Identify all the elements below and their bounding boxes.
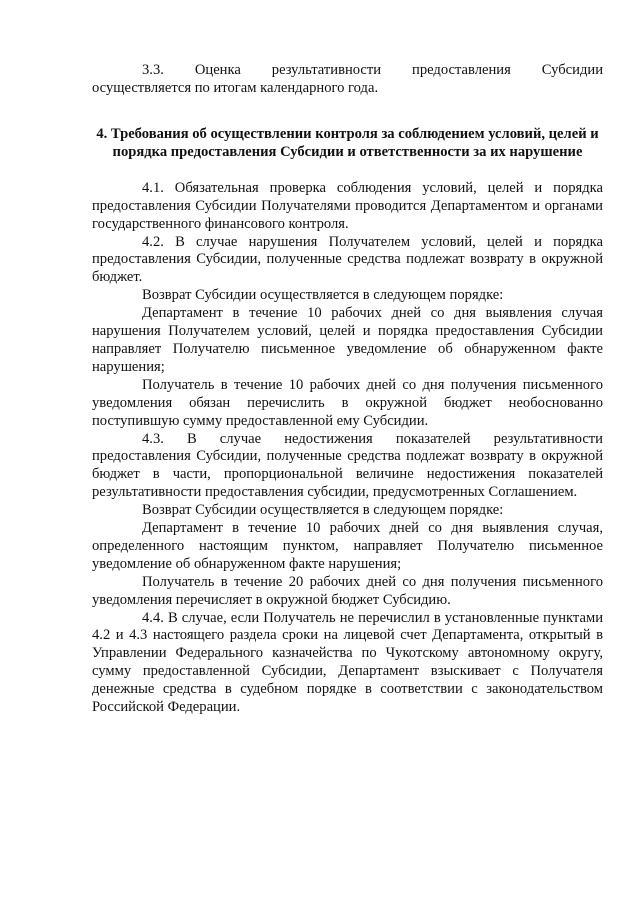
paragraph-4-3-return-order: Возврат Субсидии осуществляется в следующем порядке: [142,502,504,519]
paragraph-4-3: 4.3. В случае недостижения показателей результативности предоставления Субсидии, полученные средства подлежат возврату в окружной бюджет в части, пропорциональной величине недостижения показателей результативности предоставления субсидии, предусмотренных Соглашением. [92,430,603,501]
paragraph-4-2: 4.2. В случае нарушения Получателем условий, целей и порядка предоставления Субсидии, полученные средства подлежат возврату в окружной бюджет. [92,233,603,286]
paragraph-4-4: 4.4. В случае, если Получатель не перечислил в установленные пунктами 4.2 и 4.3 настоящего раздела сроки на лицевой счет Департамента, открытый в Управлении Федерального казначейства по Чукотскому автономному округу, сумму предоставленной Субсидии, Департамент взыскивает с Получателя денежные средства в судебном порядке в соответствии с законодательством Российской Федерации. [92,609,603,716]
section-4-heading: 4. Требования об осуществлении контроля за соблюдением условий, целей и порядка предоставления Субсидии и ответственности за их нарушение [96,125,599,160]
paragraph-4-2-return-order: Возврат Субсидии осуществляется в следующем порядке: [142,287,504,304]
paragraph-3-3: 3.3. Оценка результативности предоставления Субсидии осуществляется по итогам календарного года. [92,62,607,96]
paragraph-4-2-department-notice: Департамент в течение 10 рабочих дней со дня выявления случая нарушения Получателем условий, целей и порядка предоставления Субсидии направляет Получателю письменное уведомление об обнаруженном факте нарушения; [92,305,603,375]
paragraph-4-2-recipient-refund: Получатель в течение 10 рабочих дней со дня получения письменного уведомления обязан перечислить в окружной бюджет необоснованно поступившую сумму предоставленной ему Субсидии. [92,376,603,429]
paragraph-4-3-recipient-refund: Получатель в течение 20 рабочих дней со дня получения письменного уведомления перечисляет в окружной бюджет Субсидию. [92,573,603,608]
document-page [92,62,607,717]
paragraph-4-1: 4.1. Обязательная проверка соблюдения условий, целей и порядка предоставления Субсидии Получателями проводится Департаментом и органами государственного финансового контроля. [92,179,603,232]
paragraph-4-3-department-notice: Департамент в течение 10 рабочих дней со дня выявления случая, определенного настоящим пунктом, направляет Получателю письменное уведомление об обнаруженном факте нарушения; [92,520,603,572]
